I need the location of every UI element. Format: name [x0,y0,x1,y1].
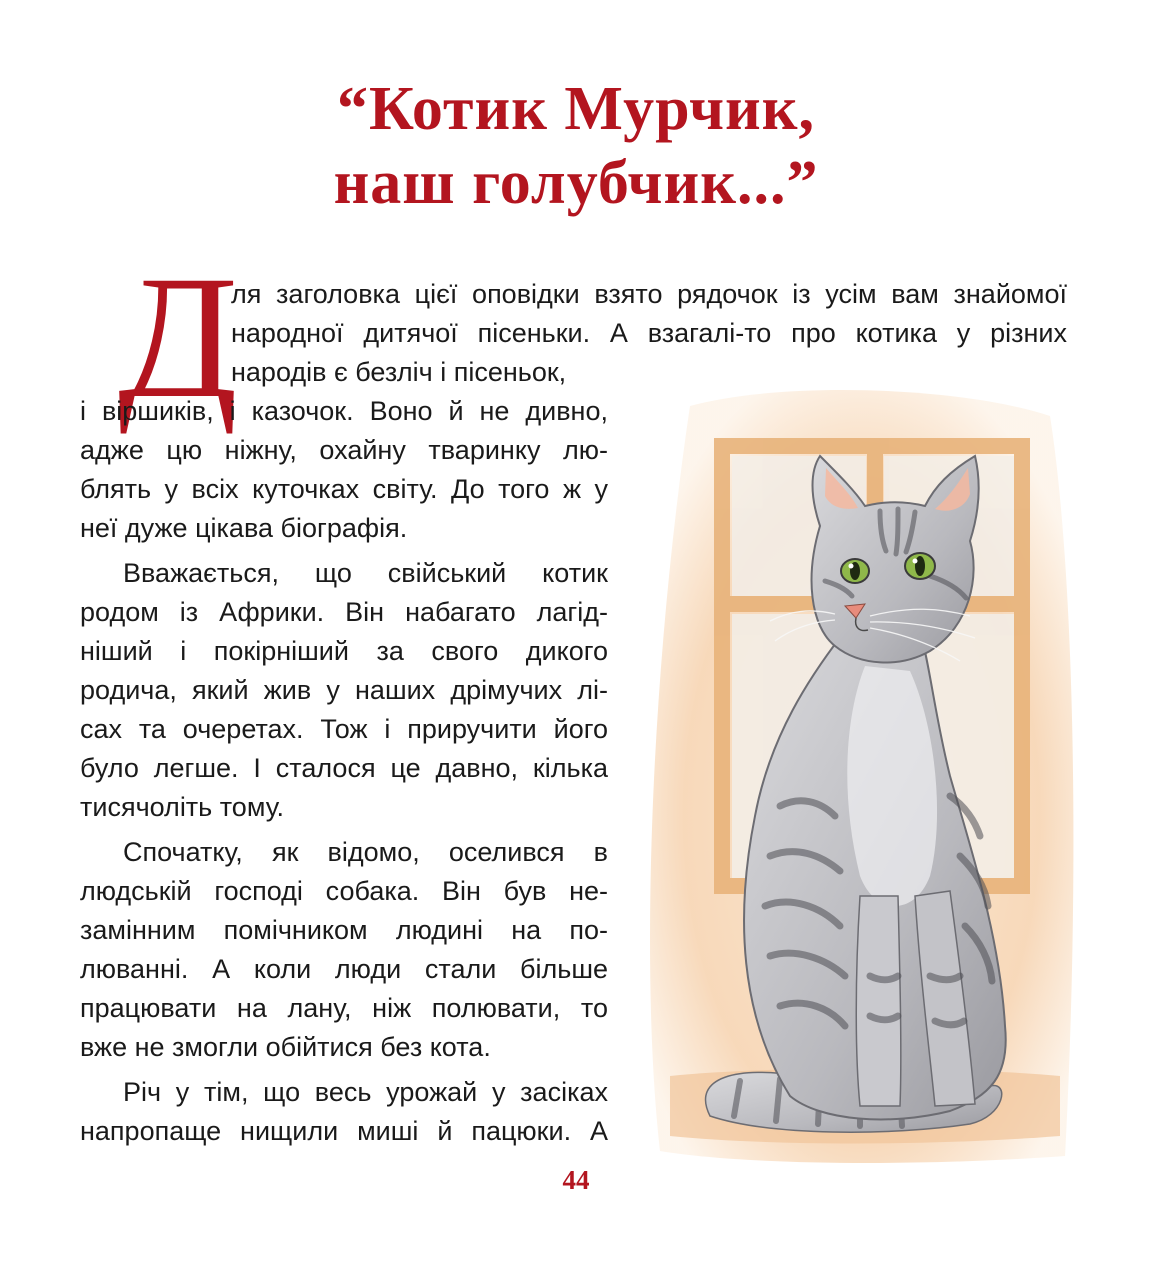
text-line: вже не змогли обійтися без кота. [80,1032,491,1062]
intro-text [231,275,1067,392]
chapter-title-line-2: наш голубчик...” [333,149,819,217]
text-line: ля заголовка цієї оповідки взято рядочок із усім вам знайомої [231,279,1067,309]
text-line: родича, який жив у наших дрімучих лі- [80,675,608,705]
text-line: ніший і покірніший за свого дикого [80,636,608,666]
text-line: народної дитячої пісеньки. А взагалі-то про котика у різних [231,318,1067,348]
text-line: тисячоліть тому. [80,792,284,822]
text-line: люванні. А коли люди стали більше [80,954,608,984]
chapter-title-line-1: “Котик Мурчик, [336,75,815,143]
text-line: і віршиків, і казочок. Воно й не дивно, [80,396,608,426]
page-number: 44 [562,1165,590,1195]
text-line: людській господі собака. Він був не- [80,876,608,906]
cat-illustration [630,376,1080,1166]
cat-front-leg [856,896,901,1106]
text-line: блять у всіх куточках світу. До того ж у [80,474,608,504]
text-line: Спочатку, як відомо, оселився в [123,837,608,867]
text-line: неї дуже цікава біографія. [80,513,408,543]
text-line: напропаще нищили миші й пацюки. А [80,1116,608,1146]
body-text [80,392,608,1151]
text-line: замінним помічником людині на по- [80,915,608,945]
text-line: Річ у тім, що весь урожай у засіках [123,1077,608,1107]
chapter-title [0,72,1152,220]
text-line: Вважається, що свійський котик [123,558,608,588]
text-line: було легше. І сталося це давно, кілька [80,753,608,783]
text-line: народів є безліч і пісеньок, [231,357,567,387]
text-line: сах та очеретах. Тож і приручити його [80,714,608,744]
text-line: працювати на лану, ніж полювати, то [80,993,608,1023]
drop-cap: Д [118,240,239,435]
text-line: родом із Африки. Він набагато лагід- [80,597,608,627]
text-line: адже цю ніжну, охайну тваринку лю- [80,435,608,465]
